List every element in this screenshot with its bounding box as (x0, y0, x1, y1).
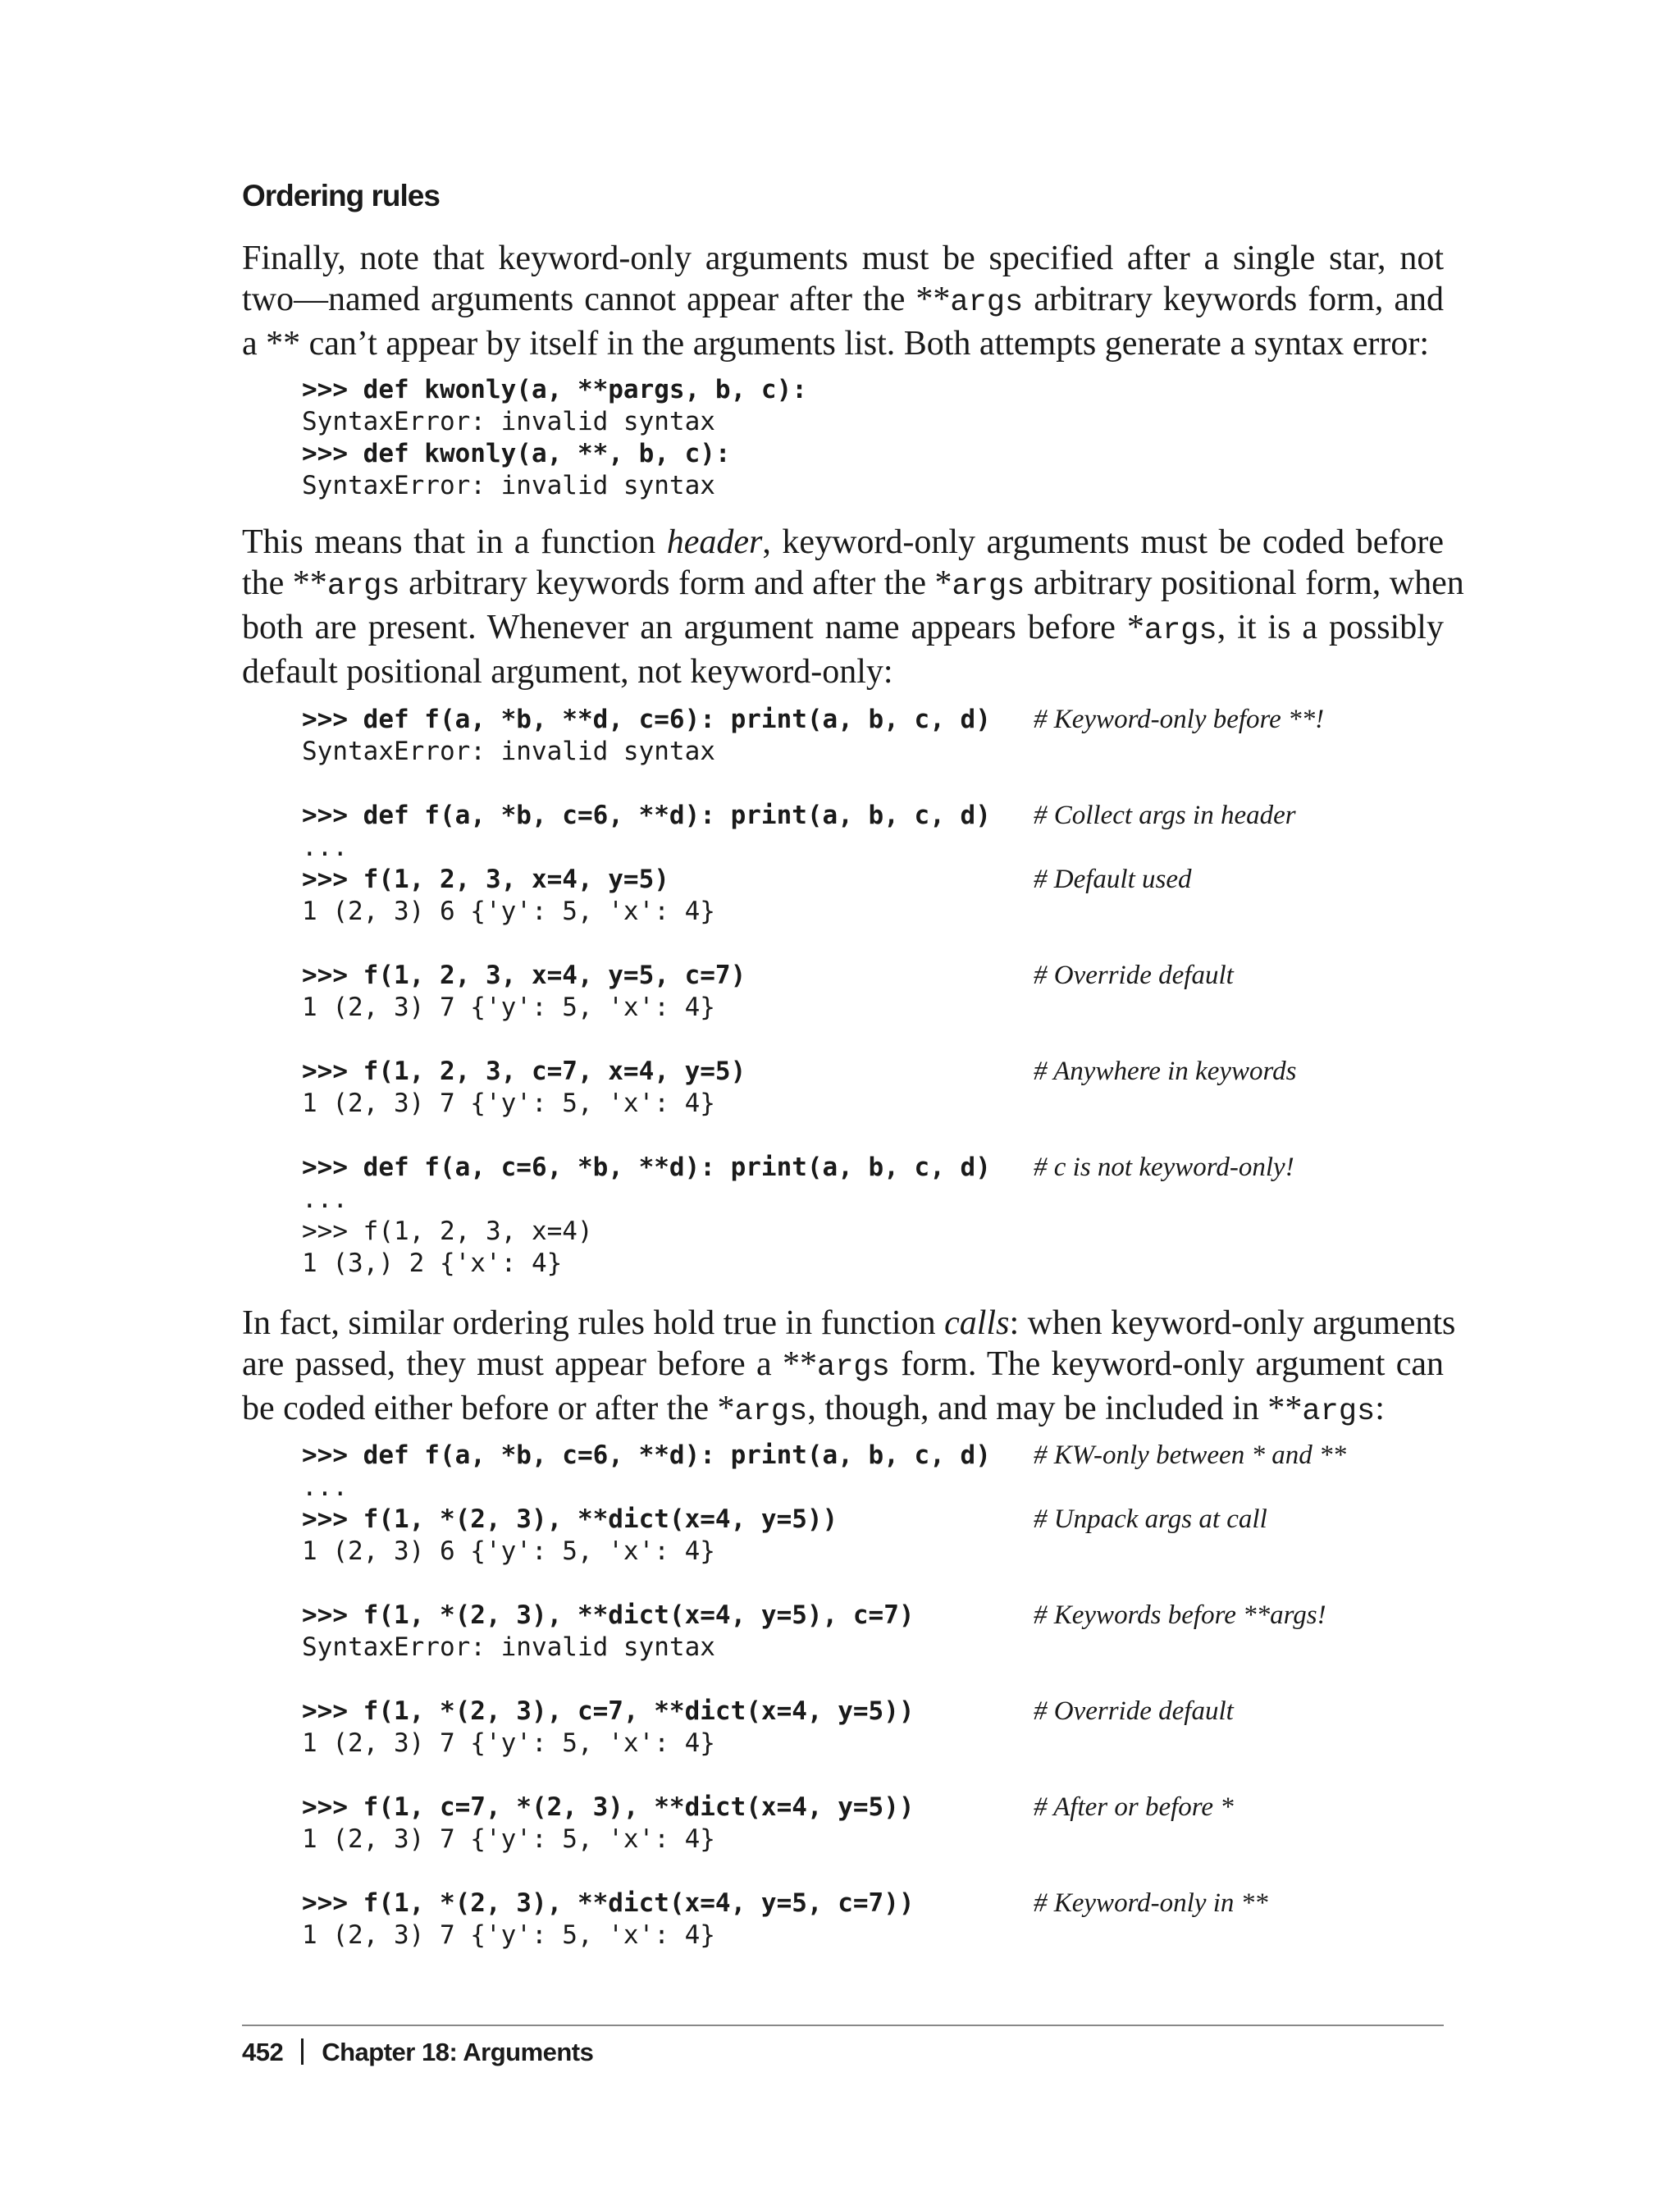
code-blank-line (302, 1024, 991, 1056)
paragraph-line (242, 651, 1444, 692)
code-line (302, 896, 991, 928)
inline-code: args (817, 1350, 890, 1385)
footer-separator (301, 2038, 304, 2065)
code-line (302, 1152, 1294, 1184)
code-comment: # Keyword-only before **! (1034, 705, 1325, 734)
code-text: 1 (2, 3) 7 {'y': 5, 'x': 4} (302, 993, 715, 1022)
code-line (302, 1728, 991, 1760)
code-comment: # After or before * (1034, 1792, 1234, 1822)
code-text: SyntaxError: invalid syntax (302, 407, 715, 436)
paragraph-line (242, 323, 1444, 364)
code-blank-line (302, 1856, 991, 1888)
page-footer (242, 2038, 593, 2067)
paragraph-line (242, 1344, 1444, 1388)
code-line (302, 1216, 991, 1248)
text-run: default positional argument, not keyword-only: (242, 653, 893, 691)
paragraph-line (242, 279, 1444, 323)
code-text: ... (302, 1472, 348, 1502)
code-line (302, 1696, 1234, 1728)
code-text: SyntaxError: invalid syntax (302, 471, 715, 500)
code-blank-line (302, 928, 991, 960)
code-text: >>> def f(a, *b, c=6, **d): print(a, b, c, d) (302, 801, 991, 830)
emphasis: calls (944, 1304, 1010, 1342)
code-text: 1 (2, 3) 7 {'y': 5, 'x': 4} (302, 1920, 715, 1950)
code-text: 1 (2, 3) 6 {'y': 5, 'x': 4} (302, 897, 715, 926)
paragraph-line (242, 1303, 1456, 1344)
inline-code: args (326, 569, 400, 604)
code-line (302, 1440, 1346, 1472)
text-run: two—named arguments cannot appear after the ** (242, 281, 951, 318)
code-text: >>> def f(a, c=6, *b, **d): print(a, b, c, d) (302, 1153, 991, 1182)
text-run: a ** can’t appear by itself in the arguments list. Both attempts generate a syntax error: (242, 325, 1430, 363)
code-blank-line (302, 1568, 991, 1600)
code-text: >>> f(1, 2, 3, x=4, y=5, c=7) (302, 961, 746, 990)
code-line (302, 832, 991, 864)
code-line (302, 960, 1234, 992)
code-text: 1 (2, 3) 7 {'y': 5, 'x': 4} (302, 1728, 715, 1758)
code-block-header-examples (302, 704, 1325, 1280)
code-line (302, 704, 1325, 736)
code-text: >>> f(1, *(2, 3), **dict(x=4, y=5)) (302, 1504, 838, 1534)
code-line (302, 1632, 991, 1664)
code-text: >>> f(1, *(2, 3), c=7, **dict(x=4, y=5)) (302, 1696, 915, 1726)
code-text: >>> f(1, c=7, *(2, 3), **dict(x=4, y=5)) (302, 1792, 915, 1822)
code-block-syntax-errors (302, 374, 807, 502)
text-run: arbitrary keywords form and after the * (399, 564, 952, 602)
footer-divider (242, 2025, 1444, 2026)
inline-code: args (1144, 614, 1217, 648)
inline-code: args (734, 1395, 808, 1429)
code-text: >>> def f(a, *b, **d, c=6): print(a, b, c, d) (302, 705, 991, 734)
page-number: 452 (242, 2038, 284, 2066)
inline-code: args (952, 569, 1025, 604)
code-line (302, 374, 807, 406)
text-run: This means that in a function (242, 523, 667, 561)
code-blank-line (302, 768, 991, 800)
code-line (302, 1248, 991, 1280)
code-blank-line (302, 1120, 991, 1152)
text-run: both are present. Whenever an argument name appears before * (242, 609, 1144, 646)
code-line (302, 1536, 991, 1568)
code-comment: # Override default (1034, 1696, 1234, 1726)
text-run: , it is a possibly (1217, 609, 1444, 646)
text-run: : (1375, 1390, 1385, 1427)
code-comment: # Keywords before **args! (1034, 1600, 1326, 1630)
chapter-title: Chapter 18: Arguments (322, 2038, 594, 2066)
code-line (302, 1920, 991, 1952)
code-text: SyntaxError: invalid syntax (302, 737, 715, 766)
code-blank-line (302, 1760, 991, 1792)
inline-code: args (950, 285, 1024, 320)
code-comment: # Collect args in header (1034, 801, 1296, 830)
code-text: 1 (3,) 2 {'x': 4} (302, 1249, 563, 1278)
code-comment: # Keyword-only in ** (1034, 1888, 1268, 1918)
text-run: : when keyword-only arguments (1009, 1304, 1456, 1342)
paragraph-line (242, 607, 1444, 651)
code-line (302, 1472, 991, 1504)
paragraph-ordering-intro (242, 238, 1444, 364)
paragraph-header-ordering (242, 522, 1464, 692)
code-blank-line (302, 1664, 991, 1696)
paragraph-call-ordering (242, 1303, 1456, 1432)
code-text: >>> def kwonly(a, **, b, c): (302, 439, 731, 468)
code-line (302, 1600, 1326, 1632)
inline-code: args (1302, 1395, 1376, 1429)
text-run: In fact, similar ordering rules hold true in function (242, 1304, 945, 1342)
code-line (302, 864, 1192, 896)
code-text: >>> f(1, *(2, 3), **dict(x=4, y=5, c=7)) (302, 1888, 915, 1918)
emphasis: header (666, 523, 763, 561)
paragraph-line (242, 522, 1444, 563)
code-text: ... (302, 1185, 348, 1214)
code-text: >>> f(1, *(2, 3), **dict(x=4, y=5), c=7) (302, 1600, 915, 1630)
code-line (302, 406, 807, 438)
code-line (302, 800, 1296, 832)
code-line (302, 470, 807, 502)
code-comment: # KW-only between * and ** (1034, 1440, 1346, 1470)
paragraph-line (242, 238, 1444, 279)
section-heading: Ordering rules (242, 179, 440, 212)
code-line (302, 1888, 1268, 1920)
text-run: , keyword-only arguments must be coded before (762, 523, 1444, 561)
code-line (302, 1824, 991, 1856)
code-line (302, 1504, 1267, 1536)
code-comment: # Unpack args at call (1034, 1504, 1267, 1534)
text-run: Finally, note that keyword-only arguments must be specified after a single star, not (242, 240, 1444, 277)
code-text: >>> f(1, 2, 3, x=4) (302, 1217, 593, 1246)
text-run: , though, and may be included in ** (807, 1390, 1303, 1427)
code-line (302, 992, 991, 1024)
code-text: >>> f(1, 2, 3, c=7, x=4, y=5) (302, 1057, 746, 1086)
paragraph-line (242, 563, 1464, 607)
code-text: >>> f(1, 2, 3, x=4, y=5) (302, 865, 669, 894)
code-comment: # Override default (1034, 961, 1234, 990)
code-comment: # c is not keyword-only! (1034, 1153, 1294, 1182)
code-line (302, 438, 807, 470)
text-run: arbitrary keywords form, and (1023, 281, 1445, 318)
code-line (302, 736, 991, 768)
code-text: >>> def kwonly(a, **pargs, b, c): (302, 375, 807, 404)
code-line (302, 1184, 991, 1216)
text-run: the ** (242, 564, 327, 602)
code-text: ... (302, 833, 348, 862)
code-text: 1 (2, 3) 7 {'y': 5, 'x': 4} (302, 1824, 715, 1854)
code-text: >>> def f(a, *b, c=6, **d): print(a, b, c, d) (302, 1440, 991, 1470)
text-run: form. The keyword-only argument can (889, 1345, 1444, 1383)
code-line (302, 1056, 1297, 1088)
text-run: arbitrary positional form, when (1025, 564, 1464, 602)
text-run: be coded either before or after the * (242, 1390, 735, 1427)
code-text: 1 (2, 3) 7 {'y': 5, 'x': 4} (302, 1089, 715, 1118)
code-line (302, 1088, 991, 1120)
code-text: SyntaxError: invalid syntax (302, 1632, 715, 1662)
code-comment: # Default used (1034, 865, 1192, 894)
code-text: 1 (2, 3) 6 {'y': 5, 'x': 4} (302, 1536, 715, 1566)
code-block-call-examples (302, 1440, 1346, 1952)
code-comment: # Anywhere in keywords (1034, 1057, 1297, 1086)
text-run: are passed, they must appear before a ** (242, 1345, 817, 1383)
paragraph-line (242, 1388, 1444, 1432)
code-line (302, 1792, 1234, 1824)
